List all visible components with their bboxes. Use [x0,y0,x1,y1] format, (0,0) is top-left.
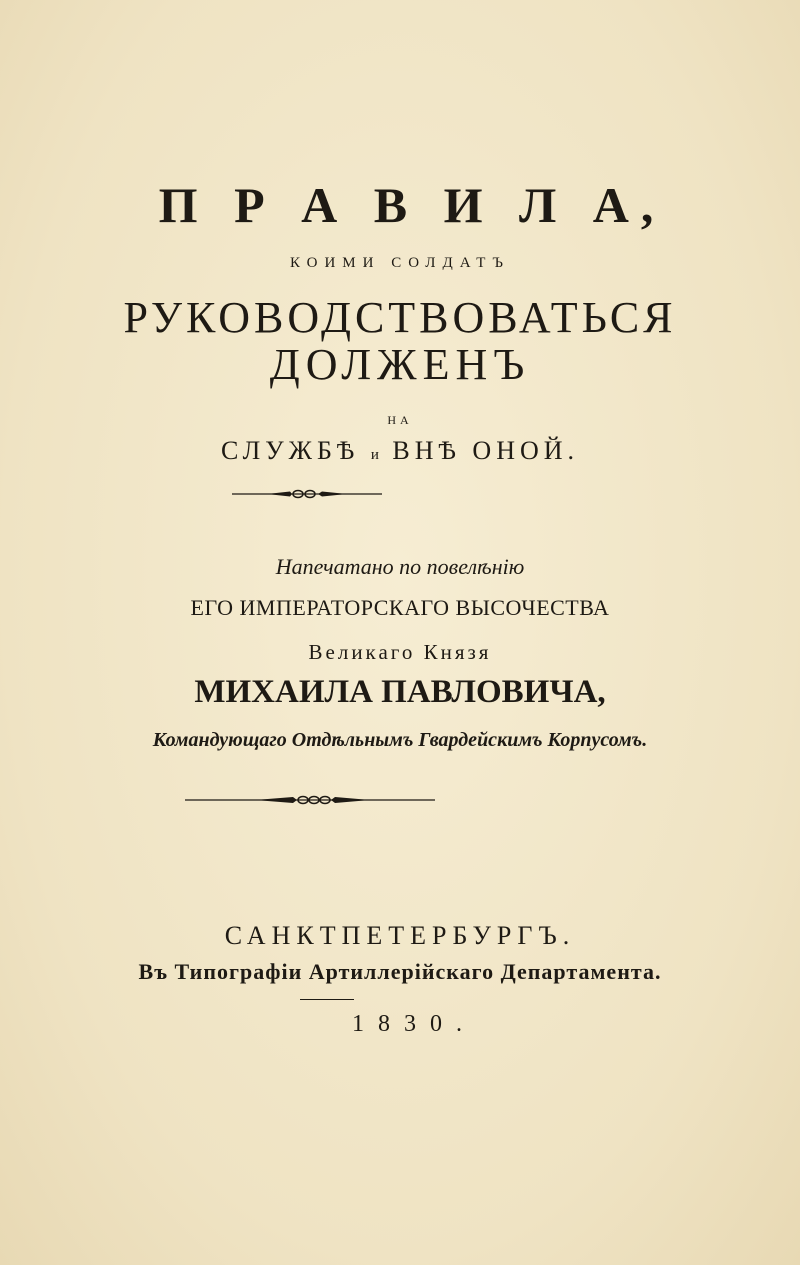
year-line: 1830. [352,1011,476,1037]
printing-house-line: Въ Типографіи Артиллерійскаго Департамента. [138,959,662,984]
city-line: САНКТПЕТЕРБУРГЪ. [224,921,576,950]
service-part-2: ВНѢ ОНОЙ. [392,436,580,465]
heading-line-2: ДОЛЖЕНЪ [269,340,531,389]
service-conjunction: и [370,447,381,463]
name-line: МИХАИЛА ПАВЛОВИЧА, [194,674,606,710]
book-title: П Р А В И Л А, [158,177,666,233]
ornamental-divider-top [232,488,382,500]
service-part-1: СЛУЖБѢ [220,436,360,465]
subtitle-line: КОИМИ СОЛДАТЪ [290,255,510,271]
grand-duke-line: Великаго Князя [308,640,492,664]
commander-line: Командующаго Отдѣльнымъ Гвардейскимъ Корпусомъ. [152,729,648,751]
highness-line: ЕГО ИМПЕРАТОРСКАГО ВЫСОЧЕСТВА [190,595,610,620]
service-line [0,438,800,464]
heading-line-1: РУКОВОДСТВОВАТЬСЯ [123,293,677,342]
printed-by-line: Напечатано по повелѣнію [275,554,525,579]
ornamental-divider-bottom [185,794,435,806]
year-underline [300,999,354,1000]
preposition-line: НА [387,413,413,427]
